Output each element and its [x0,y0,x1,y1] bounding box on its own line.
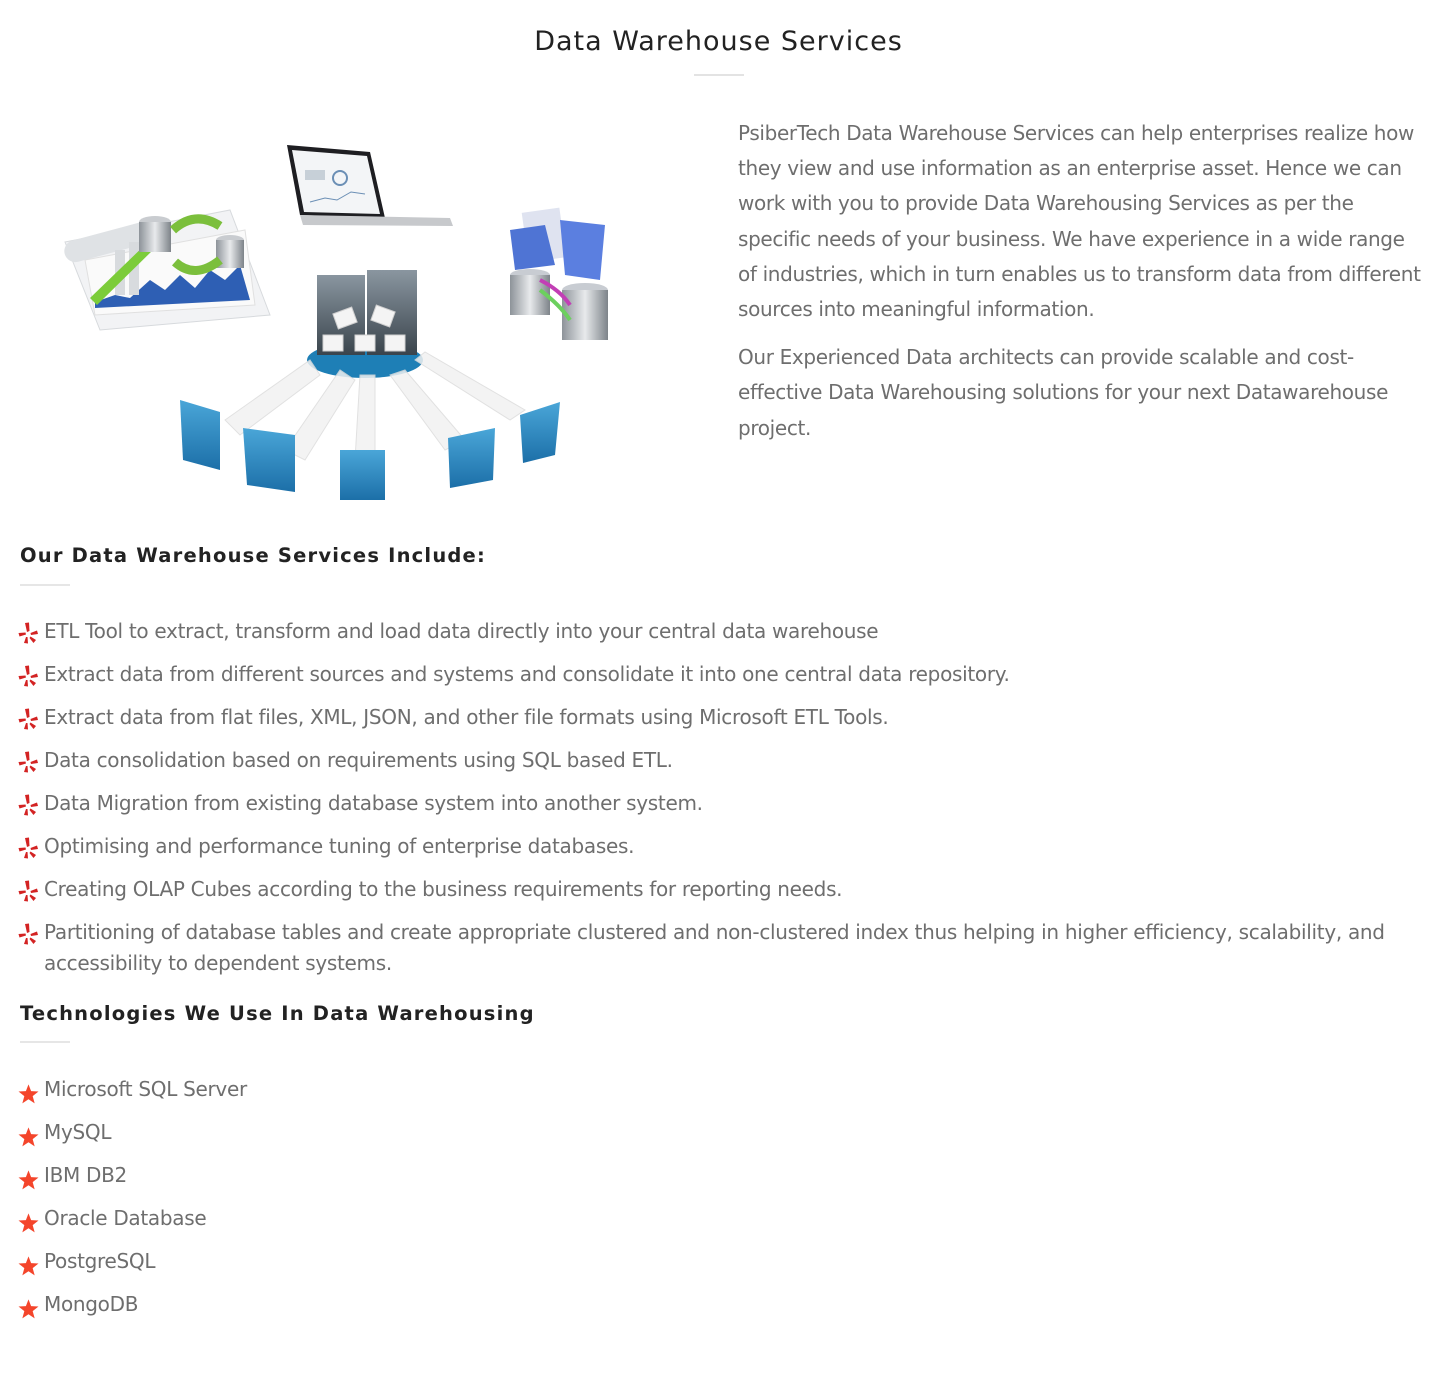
service-text: Partitioning of database tables and create appropriate clustered and non-clustered index thus helping in higher efficiency, scalability, and accessibility to dependent systems. [44,920,1385,975]
database-sync-group [510,208,608,340]
list-item [18,1160,1428,1191]
list-item [18,616,1428,647]
star-icon [18,1170,39,1190]
list-item [18,874,1428,905]
technologies-heading: Technologies We Use In Data Warehousing [20,1002,535,1025]
service-text: Creating OLAP Cubes according to the business requirements for reporting needs. [44,877,843,901]
server-hub-group [307,270,423,378]
technology-text: Oracle Database [44,1206,207,1230]
star-icon [18,1299,39,1319]
list-item [18,1117,1428,1148]
services-list [18,616,1428,991]
list-item [18,917,1428,979]
technology-text: IBM DB2 [44,1163,127,1187]
technologies-heading-divider [20,1041,70,1043]
yelp-burst-icon [18,880,38,902]
intro-paragraph: PsiberTech Data Warehouse Services can help enterprises realize how they view and use information as an enterprise asset. Hence we can work with you to provide Data Warehousing Services as per the specific needs of your business. We have experience in a wide range of industries, which in turn enables us to transform data from different sources into meaningful information. [738,121,1421,322]
service-text: Optimising and performance tuning of enterprise databases. [44,834,635,858]
title-divider [694,74,744,76]
technologies-list [18,1074,1428,1332]
list-item [18,1074,1428,1105]
page-title: Data Warehouse Services [534,26,903,57]
yelp-burst-icon [18,923,38,945]
service-text: ETL Tool to extract, transform and load data directly into your central data warehouse [44,619,879,643]
analytics-chart-group [62,210,270,330]
list-item [18,1289,1428,1320]
technology-text: MongoDB [44,1292,139,1316]
yelp-burst-icon [18,751,38,773]
intro-text [738,116,1428,459]
list-item [18,659,1428,690]
list-item [18,1246,1428,1277]
star-icon [18,1213,39,1233]
list-item [18,1203,1428,1234]
star-icon [18,1127,39,1147]
yelp-burst-icon [18,665,38,687]
intro-paragraph: Our Experienced Data architects can provide scalable and cost-effective Data Warehousing solutions for your next Datawarehouse project. [738,345,1389,440]
yelp-burst-icon [18,622,38,644]
list-item [18,831,1428,862]
service-text: Data consolidation based on requirements using SQL based ETL. [44,748,673,772]
yelp-burst-icon [18,837,38,859]
service-text: Extract data from different sources and systems and consolidate it into one central data repository. [44,662,1010,686]
list-item [18,788,1428,819]
list-item [18,745,1428,776]
service-text: Extract data from flat files, XML, JSON, and other file formats using Microsoft ETL Tools. [44,705,889,729]
technology-text: Microsoft SQL Server [44,1077,247,1101]
yelp-burst-icon [18,794,38,816]
yelp-burst-icon [18,708,38,730]
services-heading: Our Data Warehouse Services Include: [20,544,486,567]
services-heading-divider [20,584,70,586]
hero-illustration [55,130,655,505]
technology-text: PostgreSQL [44,1249,156,1273]
data-warehouse-illustration [55,130,655,505]
star-icon [18,1084,39,1104]
service-text: Data Migration from existing database system into another system. [44,791,703,815]
technology-text: MySQL [44,1120,112,1144]
list-item [18,702,1428,733]
star-icon [18,1256,39,1276]
laptop-dashboard-group [287,145,453,226]
